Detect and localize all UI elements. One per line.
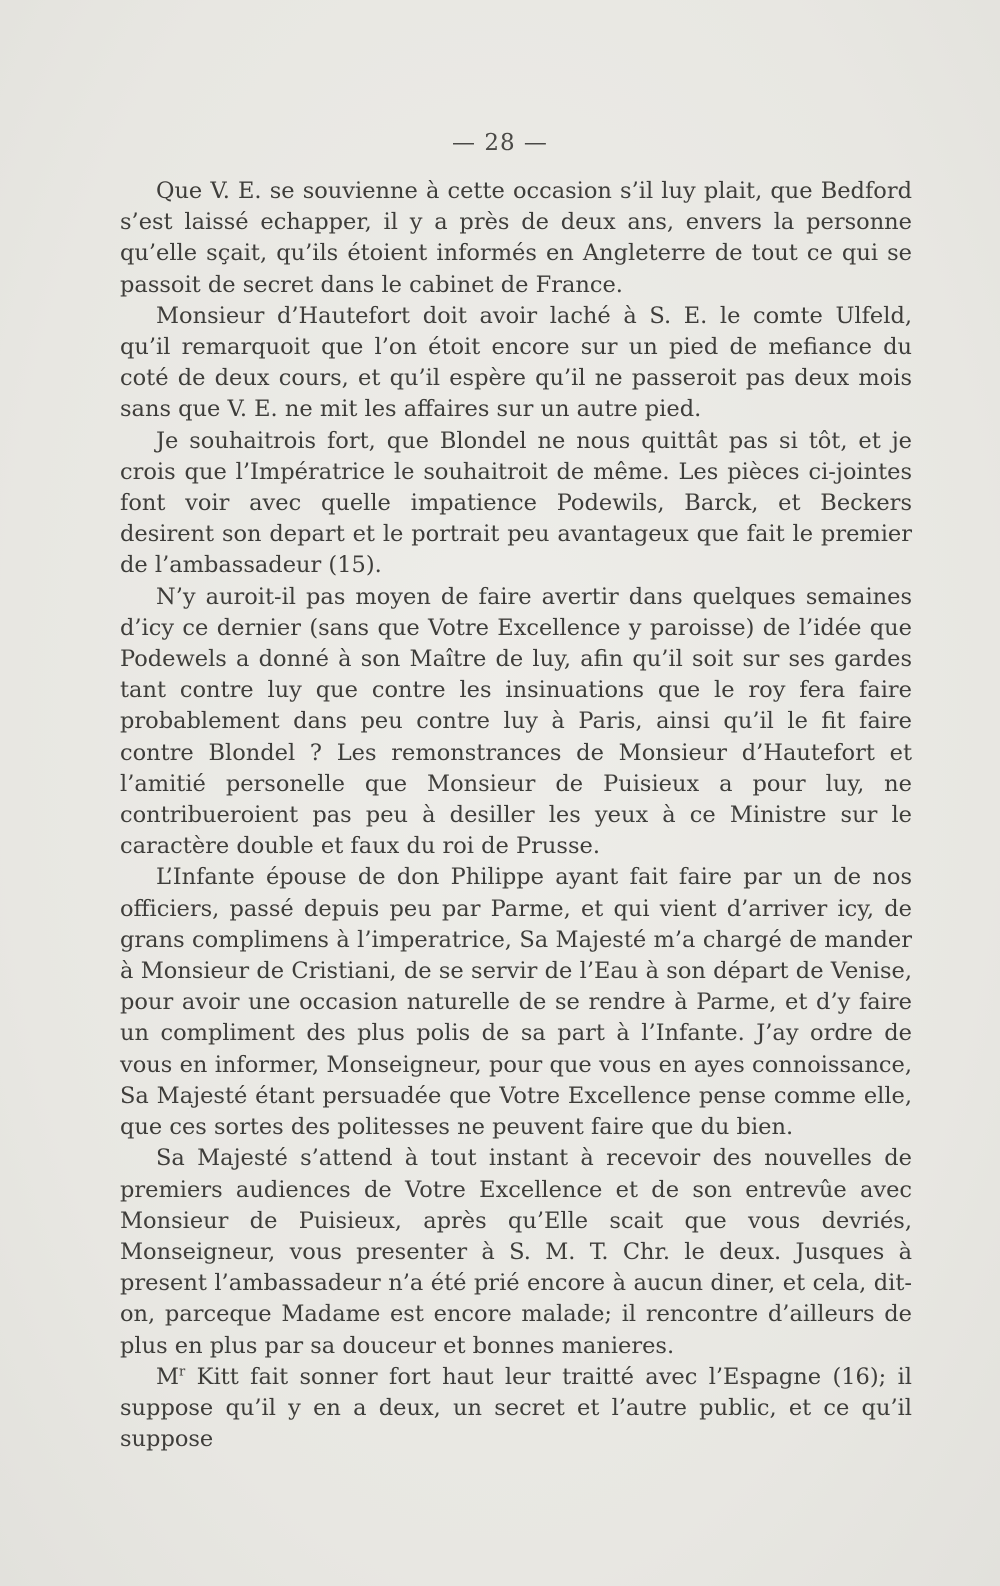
paragraph-4: N’y auroit-il pas moyen de faire avertir dans quelques semaines d’icy ce dernier (sans que Votre Excellence y paroisse) de l’idée que Podewels a donné à son Maître de luy, afin qu’il soit sur ses gardes tant contre luy que contre les insinuations que le roy fera faire probablement dans peu contre luy à Paris, ainsi qu’il le fit faire contre Blondel ? Les remonstrances de Monsieur d’Hautefort et l’amitié personelle que Monsieur de Puisieux a pour luy, ne contribueroient pas peu à desiller les yeux à ce Ministre sur le caractère double et faux du roi de Prusse. bbox=[120, 583, 912, 860]
paragraph-7 bbox=[120, 1362, 912, 1456]
paragraph-1: Que V. E. se souvienne à cette occasion s’il luy plait, que Bedford s’est laissé echapper, il y a près de deux ans, envers la personne qu’elle sçait, qu’ils étoient informés en Angleterre de tout ce qui se passoit de secret dans le cabinet de France. bbox=[120, 178, 912, 298]
paragraph-5: L’Infante épouse de don Philippe ayant fait faire par un de nos officiers, passé depuis peu par Parme, et qui vient d’arriver icy, de grans complimens à l’imperatrice, Sa Majesté m’a chargé de mander à Monsieur de Cristiani, de se servir de l’Eau à son départ de Venise, pour avoir une occasion naturelle de se rendre à Parme, et d’y faire un compliment des plus polis de sa part à l’Infante. J’ay ordre de vous en informer, Monseigneur, pour que vous en ayes connoissance, Sa Majesté étant persuadée que Votre Excellence pense comme elle, que ces sortes des politesses ne peuvent faire que du bien. bbox=[120, 864, 912, 1141]
page-number: — 28 — bbox=[452, 130, 548, 156]
paragraph-7-text: Kitt fait sonner fort haut leur traitté avec l’Espagne (16); il suppose qu’il y en a deux, un secret et l’autre public, et ce qu’il suppose bbox=[120, 1363, 912, 1453]
title-prefix: M bbox=[156, 1363, 180, 1390]
title-superscript: r bbox=[179, 1364, 186, 1380]
body-text bbox=[120, 176, 912, 1455]
paragraph-2: Monsieur d’Hautefort doit avoir laché à S. E. le comte Ulfeld, qu’il remarquoit que l’on étoit encore sur un pied de mefiance du coté de deux cours, et qu’il espère qu’il ne passeroit pas deux mois sans que V. E. ne mit les affaires sur un autre pied. bbox=[120, 302, 912, 423]
paragraph-6: Sa Majesté s’attend à tout instant à recevoir des nouvelles de premiers audiences de Votre Excellence et de son entrevûe avec Monsieur de Puisieux, après qu’Elle scait que vous devriés, Monseigneur, vous presenter à S. M. T. Chr. le deux. Jusques à present l’ambassadeur n’a été prié encore à aucun diner, et cela, dit-on, parceque Madame est encore malade; il rencontre d’ailleurs de plus en plus par sa douceur et bonnes manieres. bbox=[120, 1145, 912, 1359]
paragraph-3: Je souhaitrois fort, que Blondel ne nous quittât pas si tôt, et je crois que l’Impératrice le souhaitroit de même. Les pièces ci-jointes font voir avec quelle impatience Podewils, Barck, et Beckers desirent son depart et le portrait peu avantageux que fait le premier de l’ambassadeur (15). bbox=[120, 427, 912, 579]
